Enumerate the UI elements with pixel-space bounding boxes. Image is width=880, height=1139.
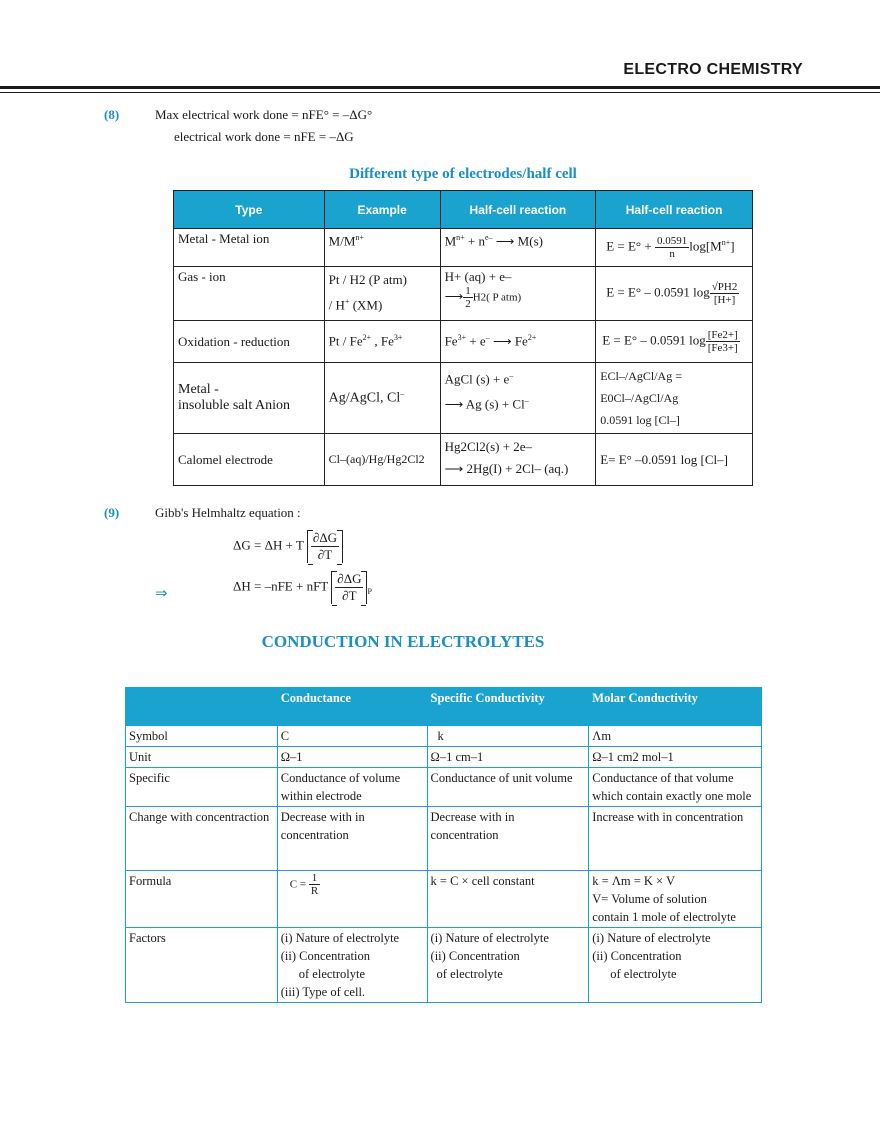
formula-cell: E = E° + $\frac{0.0591}{n}$ $\log[M^{n+}]$ bbox=[596, 229, 753, 267]
header-reaction: Half-cell reaction bbox=[440, 191, 596, 229]
cell: Λm bbox=[589, 726, 762, 747]
header-empty bbox=[126, 688, 278, 726]
cell: k = Λm = K × V V= Volume of solution contain 1 mole of electrolyte bbox=[589, 871, 762, 928]
reaction-cell: $M^{n+} + n^{e-}$ ⟶ M(s) bbox=[440, 229, 596, 267]
point-8-number: (8) bbox=[104, 107, 120, 122]
cell: Increase with in concentration bbox=[589, 807, 762, 871]
electrodes-title: Different type of electrodes/half cell bbox=[349, 166, 577, 182]
cell: C bbox=[277, 726, 427, 747]
page-title: ELECTRO CHEMISTRY bbox=[623, 61, 803, 78]
row-label: Symbol bbox=[126, 726, 278, 747]
table-row bbox=[174, 229, 753, 267]
formula-cell: E = E° – 0.0591 log $\frac{[Fe2+]}{[Fe3+]}$ bbox=[596, 321, 753, 363]
example-cell: Pt / $Fe^{2+}$ , $Fe^{3+}$ bbox=[324, 321, 440, 363]
row-label: Formula bbox=[126, 871, 278, 928]
header-specific-conductivity: Specific Conductivity bbox=[427, 688, 589, 726]
header-rule-thin bbox=[0, 92, 880, 93]
table-row bbox=[174, 363, 753, 434]
header-molar-conductivity: Molar Conductivity bbox=[589, 688, 762, 726]
cell: k bbox=[427, 726, 589, 747]
header-type: Type bbox=[174, 191, 325, 229]
reaction-cell: $Fe^{3+} + e^-$ ⟶ $Fe^{2+}$ bbox=[440, 321, 596, 363]
example-cell: Pt / H2 (P atm) / H+ (XM) bbox=[324, 267, 440, 321]
table-row bbox=[126, 871, 762, 928]
reaction-cell: H+ (aq) + e– ⟶ $\frac{1}{2}$ H2( P atm) bbox=[440, 267, 596, 321]
type-cell: Gas - ion bbox=[174, 267, 325, 321]
formula-cell: ECl–/AgCl/Ag = E0Cl–/AgCl/Ag 0.0591 log [Cl–] bbox=[596, 363, 753, 434]
type-cell: Metal - insoluble salt Anion bbox=[174, 363, 325, 434]
reaction-cell: Hg2Cl2(s) + 2e– ⟶ 2Hg(I) + 2Cl– (aq.) bbox=[440, 434, 596, 486]
type-cell: Oxidation - reduction bbox=[174, 321, 325, 363]
equation-2: ΔH = –nFE + nFT $\frac{\partial\Delta G}{\partial T}$ $_P$ bbox=[233, 571, 372, 603]
cell: C = $\frac{1}{R}$ bbox=[277, 871, 427, 928]
cell: Ω–1 cm2 mol–1 bbox=[589, 747, 762, 768]
formula-cell: E = E° – 0.0591 log $\frac{√PH2}{[H+]}$ bbox=[596, 267, 753, 321]
row-label: Factors bbox=[126, 928, 278, 1003]
cell: Decrease with in concentration bbox=[427, 807, 589, 871]
table-row bbox=[174, 434, 753, 486]
point-9-number: (9) bbox=[104, 505, 120, 520]
point-8-line-1: Max electrical work done = nFE° = –ΔG° bbox=[155, 107, 373, 122]
table-row bbox=[126, 807, 762, 871]
gibbs-label: Gibb's Helmhaltz equation : bbox=[155, 505, 301, 520]
cell: Decrease with in concentration bbox=[277, 807, 427, 871]
cell: Conductance of unit volume bbox=[427, 768, 589, 807]
table-row bbox=[126, 747, 762, 768]
cell: k = C × cell constant bbox=[427, 871, 589, 928]
example-cell: Ag/AgCl, Cl– bbox=[324, 363, 440, 434]
implies-arrow: ⇒ bbox=[155, 586, 168, 602]
header-reaction-2: Half-cell reaction bbox=[596, 191, 753, 229]
header-conductance: Conductance bbox=[277, 688, 427, 726]
header-rule-thick bbox=[0, 86, 880, 89]
table-row bbox=[126, 726, 762, 747]
row-label: Specific bbox=[126, 768, 278, 807]
table-row bbox=[126, 928, 762, 1003]
row-label: Change with concentraction bbox=[126, 807, 278, 871]
table-row bbox=[126, 768, 762, 807]
example-cell: Cl–(aq)/Hg/Hg2Cl2 bbox=[324, 434, 440, 486]
example-cell: $M/M^{n+}$ bbox=[324, 229, 440, 267]
cell: Conductance of volume within electrode bbox=[277, 768, 427, 807]
cell: (i) Nature of electrolyte (ii) Concentration of electrolyte (iii) Type of cell. bbox=[277, 928, 427, 1003]
table-row bbox=[174, 321, 753, 363]
cell: (i) Nature of electrolyte (ii) Concentration of electrolyte bbox=[427, 928, 589, 1003]
conduction-table bbox=[125, 687, 762, 1003]
conduction-header-row bbox=[126, 688, 762, 726]
cell: (i) Nature of electrolyte (ii) Concentration of electrolyte bbox=[589, 928, 762, 1003]
type-cell: Calomel electrode bbox=[174, 434, 325, 486]
cell: Ω–1 bbox=[277, 747, 427, 768]
row-label: Unit bbox=[126, 747, 278, 768]
header-example: Example bbox=[324, 191, 440, 229]
equation-1: ΔG = ΔH + T $\frac{\partial\Delta G}{\partial T}$ bbox=[233, 530, 343, 563]
type-cell: Metal - Metal ion bbox=[174, 229, 325, 267]
reaction-cell: AgCl (s) + e– ⟶ Ag (s) + Cl– bbox=[440, 363, 596, 434]
cell: Conductance of that volume which contain exactly one mole bbox=[589, 768, 762, 807]
conduction-title: CONDUCTION IN ELECTROLYTES bbox=[261, 632, 545, 651]
point-8-line-2: electrical work done = nFE = –ΔG bbox=[174, 129, 354, 144]
table-row bbox=[174, 267, 753, 321]
electrodes-header-row bbox=[174, 191, 753, 229]
cell: Ω–1 cm–1 bbox=[427, 747, 589, 768]
electrodes-table bbox=[173, 190, 753, 486]
formula-cell: E= E° –0.0591 log [Cl–] bbox=[596, 434, 753, 486]
